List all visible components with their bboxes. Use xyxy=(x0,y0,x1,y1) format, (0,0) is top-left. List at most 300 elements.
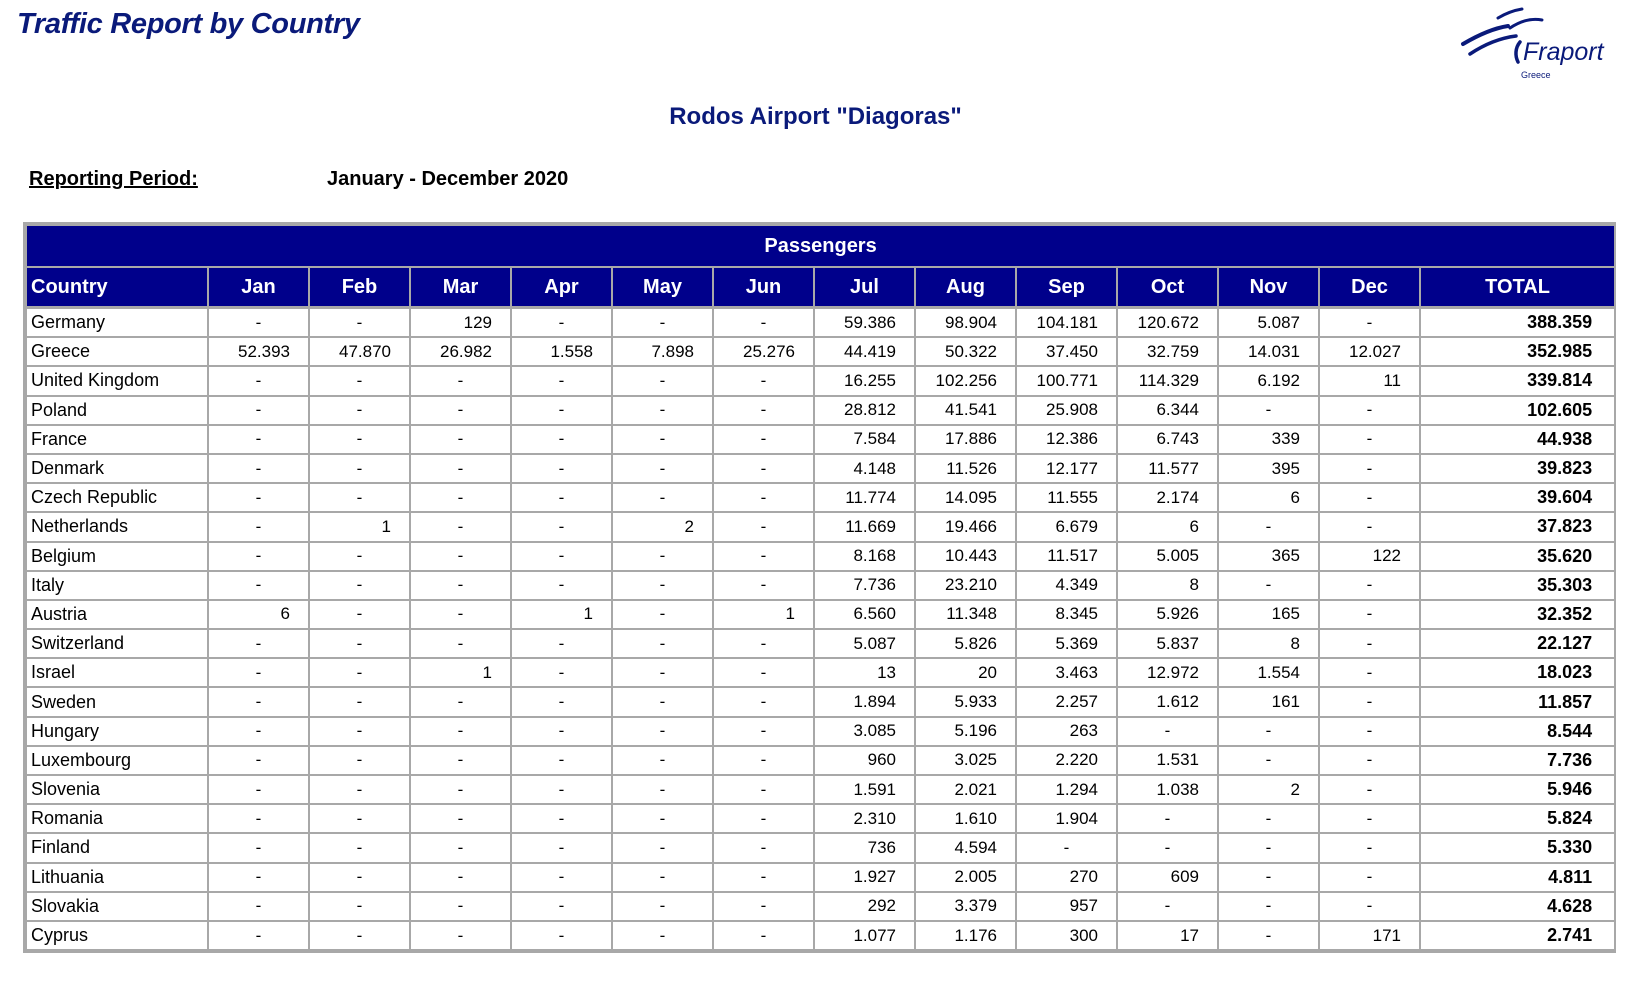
country-cell: Denmark xyxy=(26,454,208,483)
month-cell: - xyxy=(1218,571,1319,600)
month-cell: - xyxy=(410,425,511,454)
month-cell: 1.927 xyxy=(814,863,915,892)
month-cell: 3.085 xyxy=(814,717,915,746)
total-cell: 39.604 xyxy=(1420,483,1615,512)
month-cell: - xyxy=(309,396,410,425)
month-cell: - xyxy=(309,717,410,746)
month-cell: - xyxy=(612,629,713,658)
month-cell: - xyxy=(208,542,309,571)
month-cell: 5.826 xyxy=(915,629,1016,658)
month-cell: 165 xyxy=(1218,600,1319,629)
month-cell: - xyxy=(612,746,713,775)
month-cell: - xyxy=(410,746,511,775)
month-cell: 4.349 xyxy=(1016,571,1117,600)
table-row xyxy=(26,454,1615,483)
month-cell: - xyxy=(1218,892,1319,921)
month-cell: 2.021 xyxy=(915,775,1016,804)
month-cell: - xyxy=(410,892,511,921)
month-cell: 6.344 xyxy=(1117,396,1218,425)
month-cell: - xyxy=(1117,804,1218,833)
month-cell: - xyxy=(612,542,713,571)
table-row xyxy=(26,921,1615,950)
month-cell: - xyxy=(511,542,612,571)
month-cell: 1.610 xyxy=(915,804,1016,833)
month-cell: 11 xyxy=(1319,366,1420,395)
month-cell: - xyxy=(511,746,612,775)
month-cell: - xyxy=(713,629,814,658)
month-cell: 10.443 xyxy=(915,542,1016,571)
month-cell: - xyxy=(1319,396,1420,425)
month-cell: - xyxy=(713,512,814,541)
month-cell: 2 xyxy=(1218,775,1319,804)
month-cell: - xyxy=(713,804,814,833)
month-cell: - xyxy=(208,658,309,687)
country-cell: Austria xyxy=(26,600,208,629)
month-cell: - xyxy=(410,542,511,571)
month-cell: - xyxy=(410,804,511,833)
reporting-period-value: January - December 2020 xyxy=(327,168,569,190)
month-cell: 1.038 xyxy=(1117,775,1218,804)
country-cell: Finland xyxy=(26,833,208,862)
table-row xyxy=(26,687,1615,716)
month-cell: - xyxy=(208,833,309,862)
passengers-group-header: Passengers xyxy=(26,225,1615,267)
month-cell: - xyxy=(1218,512,1319,541)
total-cell: 339.814 xyxy=(1420,366,1615,395)
month-cell: - xyxy=(208,863,309,892)
column-header-sep: Sep xyxy=(1016,267,1117,308)
month-cell: - xyxy=(410,863,511,892)
month-cell: 8.168 xyxy=(814,542,915,571)
month-cell: - xyxy=(511,892,612,921)
month-cell: 5.837 xyxy=(1117,629,1218,658)
month-cell: - xyxy=(410,512,511,541)
table-body xyxy=(26,308,1615,951)
month-cell: - xyxy=(1319,717,1420,746)
month-cell: 270 xyxy=(1016,863,1117,892)
country-cell: Greece xyxy=(26,337,208,366)
month-cell: - xyxy=(208,454,309,483)
total-cell: 388.359 xyxy=(1420,308,1615,338)
table-row xyxy=(26,366,1615,395)
table-row xyxy=(26,337,1615,366)
country-cell: Czech Republic xyxy=(26,483,208,512)
month-cell: - xyxy=(713,921,814,950)
month-cell: - xyxy=(1016,833,1117,862)
month-cell: 120.672 xyxy=(1117,308,1218,338)
month-cell: - xyxy=(612,833,713,862)
month-cell: - xyxy=(511,483,612,512)
total-cell: 352.985 xyxy=(1420,337,1615,366)
month-cell: 960 xyxy=(814,746,915,775)
month-cell: - xyxy=(612,687,713,716)
month-cell: 129 xyxy=(410,308,511,338)
month-cell: - xyxy=(612,425,713,454)
month-cell: - xyxy=(1319,746,1420,775)
month-cell: - xyxy=(410,366,511,395)
month-cell: - xyxy=(309,804,410,833)
month-cell: - xyxy=(1218,717,1319,746)
column-header-apr: Apr xyxy=(511,267,612,308)
month-cell: - xyxy=(1319,483,1420,512)
month-cell: - xyxy=(1319,775,1420,804)
month-cell: - xyxy=(1218,804,1319,833)
month-cell: - xyxy=(1319,425,1420,454)
month-cell: 100.771 xyxy=(1016,366,1117,395)
month-cell: - xyxy=(1319,863,1420,892)
month-cell: - xyxy=(713,571,814,600)
month-cell: - xyxy=(713,425,814,454)
table-row xyxy=(26,892,1615,921)
month-cell: - xyxy=(1319,892,1420,921)
month-cell: - xyxy=(410,396,511,425)
month-cell: - xyxy=(309,483,410,512)
month-cell: - xyxy=(208,366,309,395)
table-row xyxy=(26,308,1615,338)
month-cell: 11.517 xyxy=(1016,542,1117,571)
month-cell: - xyxy=(309,687,410,716)
column-header-mar: Mar xyxy=(410,267,511,308)
table-row xyxy=(26,629,1615,658)
month-cell: - xyxy=(208,687,309,716)
month-cell: 2.174 xyxy=(1117,483,1218,512)
month-cell: 2.220 xyxy=(1016,746,1117,775)
column-header-may: May xyxy=(612,267,713,308)
month-cell: 11.577 xyxy=(1117,454,1218,483)
month-cell: 32.759 xyxy=(1117,337,1218,366)
month-cell: - xyxy=(713,658,814,687)
logo-wordmark: Fraport xyxy=(1523,38,1604,66)
reporting-period-label: Reporting Period: xyxy=(29,168,198,190)
month-cell: - xyxy=(511,425,612,454)
table-row xyxy=(26,833,1615,862)
month-cell: 1 xyxy=(713,600,814,629)
month-cell: - xyxy=(511,804,612,833)
month-cell: - xyxy=(612,658,713,687)
total-cell: 5.330 xyxy=(1420,833,1615,862)
month-cell: - xyxy=(713,366,814,395)
month-cell: - xyxy=(208,804,309,833)
country-cell: Luxembourg xyxy=(26,746,208,775)
month-cell: 6 xyxy=(1218,483,1319,512)
traffic-table-container xyxy=(23,222,1616,953)
month-cell: - xyxy=(511,863,612,892)
month-cell: 8 xyxy=(1218,629,1319,658)
table-row xyxy=(26,804,1615,833)
month-cell: 292 xyxy=(814,892,915,921)
month-cell: - xyxy=(309,775,410,804)
month-cell: 8.345 xyxy=(1016,600,1117,629)
month-cell: 3.379 xyxy=(915,892,1016,921)
month-cell: - xyxy=(309,833,410,862)
month-cell: 2.257 xyxy=(1016,687,1117,716)
month-cell: 8 xyxy=(1117,571,1218,600)
total-cell: 32.352 xyxy=(1420,600,1615,629)
month-cell: 6.743 xyxy=(1117,425,1218,454)
total-cell: 44.938 xyxy=(1420,425,1615,454)
month-cell: 12.177 xyxy=(1016,454,1117,483)
table-row xyxy=(26,542,1615,571)
month-cell: 122 xyxy=(1319,542,1420,571)
month-cell: - xyxy=(208,629,309,658)
month-cell: 3.463 xyxy=(1016,658,1117,687)
airport-title: Rodos Airport "Diagoras" xyxy=(669,103,962,130)
month-cell: 11.348 xyxy=(915,600,1016,629)
total-cell: 35.620 xyxy=(1420,542,1615,571)
month-cell: - xyxy=(511,833,612,862)
column-header-total: TOTAL xyxy=(1420,267,1615,308)
month-cell: - xyxy=(1218,833,1319,862)
month-cell: - xyxy=(309,658,410,687)
month-cell: - xyxy=(309,746,410,775)
country-cell: Poland xyxy=(26,396,208,425)
total-cell: 22.127 xyxy=(1420,629,1615,658)
month-cell: 263 xyxy=(1016,717,1117,746)
month-cell: 6 xyxy=(1117,512,1218,541)
month-cell: - xyxy=(208,775,309,804)
month-cell: - xyxy=(309,425,410,454)
month-cell: 1.558 xyxy=(511,337,612,366)
month-cell: 14.095 xyxy=(915,483,1016,512)
month-cell: - xyxy=(612,921,713,950)
month-cell: - xyxy=(511,512,612,541)
month-cell: - xyxy=(511,629,612,658)
total-cell: 18.023 xyxy=(1420,658,1615,687)
month-cell: 5.933 xyxy=(915,687,1016,716)
month-cell: - xyxy=(410,775,511,804)
month-cell: - xyxy=(713,892,814,921)
month-cell: 957 xyxy=(1016,892,1117,921)
country-cell: Sweden xyxy=(26,687,208,716)
month-cell: 1.894 xyxy=(814,687,915,716)
month-cell: 5.005 xyxy=(1117,542,1218,571)
month-cell: - xyxy=(208,308,309,338)
month-cell: - xyxy=(309,921,410,950)
month-cell: - xyxy=(1117,833,1218,862)
total-cell: 5.824 xyxy=(1420,804,1615,833)
month-cell: 6.192 xyxy=(1218,366,1319,395)
month-cell: - xyxy=(713,863,814,892)
month-cell: - xyxy=(410,921,511,950)
month-cell: - xyxy=(208,892,309,921)
month-cell: 609 xyxy=(1117,863,1218,892)
month-cell: 11.526 xyxy=(915,454,1016,483)
month-cell: 114.329 xyxy=(1117,366,1218,395)
month-cell: - xyxy=(309,863,410,892)
table-row xyxy=(26,571,1615,600)
month-cell: 1 xyxy=(309,512,410,541)
month-cell: - xyxy=(410,483,511,512)
month-cell: 11.555 xyxy=(1016,483,1117,512)
month-cell: 2.005 xyxy=(915,863,1016,892)
month-cell: 1.176 xyxy=(915,921,1016,950)
month-cell: - xyxy=(410,600,511,629)
table-row xyxy=(26,512,1615,541)
month-cell: - xyxy=(1218,921,1319,950)
month-cell: - xyxy=(1218,746,1319,775)
month-cell: - xyxy=(309,542,410,571)
month-cell: - xyxy=(612,396,713,425)
month-cell: - xyxy=(612,571,713,600)
month-cell: 395 xyxy=(1218,454,1319,483)
month-cell: - xyxy=(612,600,713,629)
month-cell: 19.466 xyxy=(915,512,1016,541)
month-cell: 12.972 xyxy=(1117,658,1218,687)
month-cell: - xyxy=(309,308,410,338)
month-cell: 6.560 xyxy=(814,600,915,629)
table-row xyxy=(26,483,1615,512)
month-cell: - xyxy=(410,833,511,862)
month-cell: 1.612 xyxy=(1117,687,1218,716)
month-cell: 37.450 xyxy=(1016,337,1117,366)
month-cell: 6 xyxy=(208,600,309,629)
month-cell: - xyxy=(208,921,309,950)
month-cell: - xyxy=(1319,571,1420,600)
column-header-feb: Feb xyxy=(309,267,410,308)
month-cell: - xyxy=(511,775,612,804)
month-cell: - xyxy=(1218,396,1319,425)
month-cell: - xyxy=(713,542,814,571)
month-cell: 736 xyxy=(814,833,915,862)
month-cell: - xyxy=(1319,833,1420,862)
column-header-jun: Jun xyxy=(713,267,814,308)
month-cell: 52.393 xyxy=(208,337,309,366)
month-cell: - xyxy=(612,775,713,804)
month-cell: - xyxy=(1319,804,1420,833)
table-row xyxy=(26,863,1615,892)
month-cell: 59.386 xyxy=(814,308,915,338)
month-cell: - xyxy=(309,454,410,483)
country-cell: Israel xyxy=(26,658,208,687)
month-cell: 5.087 xyxy=(814,629,915,658)
month-cell: 23.210 xyxy=(915,571,1016,600)
country-cell: France xyxy=(26,425,208,454)
logo-subtitle: Greece xyxy=(1521,70,1551,80)
month-cell: 12.386 xyxy=(1016,425,1117,454)
month-cell: 1 xyxy=(410,658,511,687)
month-cell: 17.886 xyxy=(915,425,1016,454)
month-cell: 6.679 xyxy=(1016,512,1117,541)
table-row xyxy=(26,717,1615,746)
month-cell: - xyxy=(713,775,814,804)
month-cell: - xyxy=(612,454,713,483)
month-cell: 2 xyxy=(612,512,713,541)
month-cell: 16.255 xyxy=(814,366,915,395)
month-cell: 41.541 xyxy=(915,396,1016,425)
month-cell: - xyxy=(713,483,814,512)
month-cell: 7.898 xyxy=(612,337,713,366)
month-cell: - xyxy=(1319,629,1420,658)
month-cell: - xyxy=(511,396,612,425)
month-cell: 339 xyxy=(1218,425,1319,454)
total-cell: 7.736 xyxy=(1420,746,1615,775)
month-cell: - xyxy=(511,308,612,338)
column-header-dec: Dec xyxy=(1319,267,1420,308)
total-cell: 2.741 xyxy=(1420,921,1615,950)
country-cell: Switzerland xyxy=(26,629,208,658)
report-title: Traffic Report by Country xyxy=(17,8,360,40)
month-cell: - xyxy=(1319,308,1420,338)
country-cell: Slovakia xyxy=(26,892,208,921)
total-cell: 37.823 xyxy=(1420,512,1615,541)
month-cell: - xyxy=(410,571,511,600)
month-cell: - xyxy=(511,454,612,483)
month-cell: - xyxy=(713,687,814,716)
month-cell: 14.031 xyxy=(1218,337,1319,366)
month-cell: 4.594 xyxy=(915,833,1016,862)
month-cell: - xyxy=(612,308,713,338)
month-cell: - xyxy=(410,629,511,658)
column-header-nov: Nov xyxy=(1218,267,1319,308)
month-cell: 1.294 xyxy=(1016,775,1117,804)
month-cell: 28.812 xyxy=(814,396,915,425)
country-cell: Netherlands xyxy=(26,512,208,541)
month-cell: - xyxy=(208,571,309,600)
month-cell: 3.025 xyxy=(915,746,1016,775)
month-cell: 47.870 xyxy=(309,337,410,366)
month-cell: - xyxy=(1319,687,1420,716)
month-cell: - xyxy=(410,687,511,716)
month-cell: - xyxy=(612,366,713,395)
table-row xyxy=(26,746,1615,775)
month-cell: - xyxy=(309,892,410,921)
country-cell: Germany xyxy=(26,308,208,338)
total-cell: 11.857 xyxy=(1420,687,1615,716)
month-cell: - xyxy=(713,746,814,775)
country-cell: Romania xyxy=(26,804,208,833)
column-header-aug: Aug xyxy=(915,267,1016,308)
month-cell: 5.926 xyxy=(1117,600,1218,629)
month-cell: 5.369 xyxy=(1016,629,1117,658)
table-row xyxy=(26,600,1615,629)
month-cell: 5.087 xyxy=(1218,308,1319,338)
country-cell: United Kingdom xyxy=(26,366,208,395)
month-cell: - xyxy=(713,833,814,862)
month-cell: - xyxy=(612,717,713,746)
month-cell: - xyxy=(713,308,814,338)
month-cell: 161 xyxy=(1218,687,1319,716)
month-cell: - xyxy=(511,658,612,687)
column-header-oct: Oct xyxy=(1117,267,1218,308)
month-cell: - xyxy=(1319,600,1420,629)
month-cell: 300 xyxy=(1016,921,1117,950)
month-cell: - xyxy=(208,483,309,512)
total-cell: 4.628 xyxy=(1420,892,1615,921)
month-cell: - xyxy=(1319,454,1420,483)
column-header-country: Country xyxy=(26,267,208,308)
table-row xyxy=(26,396,1615,425)
month-cell: - xyxy=(511,717,612,746)
month-cell: 26.982 xyxy=(410,337,511,366)
month-cell: 1.554 xyxy=(1218,658,1319,687)
month-cell: 20 xyxy=(915,658,1016,687)
month-cell: 365 xyxy=(1218,542,1319,571)
month-cell: 11.774 xyxy=(814,483,915,512)
month-cell: 1.904 xyxy=(1016,804,1117,833)
month-cell: 11.669 xyxy=(814,512,915,541)
country-cell: Belgium xyxy=(26,542,208,571)
month-cell: - xyxy=(1117,717,1218,746)
country-cell: Italy xyxy=(26,571,208,600)
month-cell: 1.077 xyxy=(814,921,915,950)
month-cell: 25.276 xyxy=(713,337,814,366)
month-cell: 104.181 xyxy=(1016,308,1117,338)
table-row xyxy=(26,775,1615,804)
month-cell: - xyxy=(713,396,814,425)
month-cell: - xyxy=(309,629,410,658)
month-cell: - xyxy=(612,483,713,512)
month-cell: - xyxy=(612,804,713,833)
